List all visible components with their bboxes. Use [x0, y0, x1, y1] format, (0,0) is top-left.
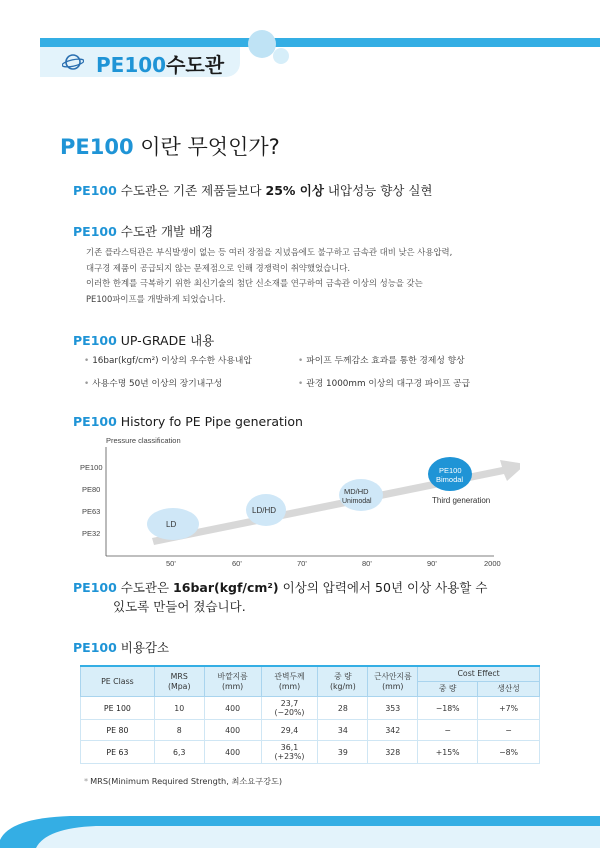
- header-text: 중 량: [334, 671, 352, 681]
- paragraph-line: 이러한 한계를 극복하기 위한 최신기술의 첨단 신소재를 연구하여 금속관 이상의 성능을 갖는: [86, 278, 423, 288]
- paragraph-line: 기존 플라스틱관은 부식발생이 없는 등 여러 장점을 지녔음에도 불구하고 금속관 대비 낮은 사용압력,: [86, 247, 453, 257]
- point-label: LD/HD: [252, 506, 277, 515]
- header-cell: 생산성: [478, 682, 540, 697]
- header-text: 근사안지름: [373, 671, 412, 681]
- pressure-statement: [73, 578, 543, 616]
- table-cell: 28: [318, 697, 368, 720]
- section-heading-dev: [73, 222, 213, 240]
- header-title-rest: 수도관: [166, 53, 225, 77]
- bullet-mark: •: [84, 356, 90, 366]
- table-cell: 10: [154, 697, 204, 720]
- list-item: [84, 376, 222, 389]
- bullet-mark: •: [298, 356, 304, 366]
- dev-paragraph: [86, 245, 556, 307]
- table-cell: 39: [318, 741, 368, 764]
- list-item-text: 관경 1000mm 이상의 대구경 파이프 공급: [306, 379, 471, 389]
- footnote: [84, 776, 282, 787]
- footnote-text: MRS(Minimum Required Strength, 최소요구강도): [90, 776, 283, 786]
- section-heading-upgrade: [73, 331, 214, 349]
- bullet-mark: •: [298, 379, 304, 389]
- table-row: [81, 720, 540, 741]
- header-cell: [204, 666, 261, 697]
- table-cell: PE 80: [81, 720, 155, 741]
- section-pe: PE100: [73, 224, 117, 239]
- cell-text: (+23%): [274, 752, 305, 761]
- section-heading-cost: [73, 638, 169, 656]
- y-tick-label: PE63: [82, 507, 101, 516]
- page-title-pe: PE100: [60, 135, 134, 159]
- table-cell: 400: [204, 697, 261, 720]
- section-heading-history: [73, 414, 303, 429]
- statement-line1: [73, 578, 543, 597]
- table-cell: 6,3: [154, 741, 204, 764]
- section-pe: PE100: [73, 333, 117, 348]
- history-chart: [60, 434, 520, 574]
- y-tick-label: PE80: [82, 485, 101, 494]
- table-cell: PE 100: [81, 697, 155, 720]
- cell-text: (−20%): [274, 708, 305, 717]
- header-cell: PE Class: [81, 666, 155, 697]
- table-cell: −8%: [478, 741, 540, 764]
- x-tick-label: 50': [166, 559, 176, 568]
- header-cell: [154, 666, 204, 697]
- section-pe: PE100: [73, 414, 117, 429]
- section-pe: PE100: [73, 640, 117, 655]
- x-tick-label: 80': [362, 559, 372, 568]
- wave-inner: [36, 826, 600, 848]
- header-cell: [261, 666, 318, 697]
- table-cell: +7%: [478, 697, 540, 720]
- section-heading-text: History fo PE Pipe generation: [116, 414, 303, 429]
- table-cell: [261, 697, 318, 720]
- header-band: [40, 38, 600, 47]
- header-title-pe: PE100: [96, 53, 167, 77]
- point-label: Unimodal: [342, 498, 372, 505]
- globe-logo-icon: [62, 53, 84, 71]
- table-cell: −: [418, 720, 478, 741]
- cost-table: [80, 665, 540, 764]
- table-cell: 29,4: [261, 720, 318, 741]
- header-cell: Cost Effect: [418, 666, 540, 682]
- header-text: 관벽두께: [274, 671, 305, 681]
- section-heading-text: 수도관 개발 배경: [116, 224, 214, 239]
- table-cell: PE 63: [81, 741, 155, 764]
- statement-pe: PE100: [73, 580, 117, 595]
- section-heading-text: 비용감소: [116, 640, 170, 655]
- statement-text-b: 이상의 압력에서 50년 이상 사용할 수: [278, 580, 488, 595]
- list-item: [298, 353, 465, 366]
- table-cell: 400: [204, 741, 261, 764]
- statement-line2: 있도록 만들어 졌습니다.: [113, 599, 246, 614]
- header-unit: (kg/m): [330, 681, 356, 691]
- point-label: Bimodal: [436, 475, 464, 484]
- header-unit: (mm): [221, 681, 244, 691]
- list-item: [84, 353, 252, 366]
- x-tick-label: 60': [232, 559, 242, 568]
- header-cell: 중 량: [418, 682, 478, 697]
- headline-text-a: 수도관은 기존 제품들보다: [116, 183, 266, 198]
- header-unit: (Mpa): [167, 681, 191, 691]
- table-row: [81, 697, 540, 720]
- headline-pe: PE100: [73, 183, 117, 198]
- table-header-row: [81, 666, 540, 682]
- headline: [73, 181, 432, 199]
- header-unit: (mm): [278, 681, 301, 691]
- list-item-text: 사용수명 50년 이상의 장기내구성: [92, 379, 223, 389]
- table-cell: −18%: [418, 697, 478, 720]
- table-row: [81, 741, 540, 764]
- point-label: PE100: [439, 466, 462, 475]
- footnote-mark: *: [84, 776, 89, 786]
- x-tick-label: 90': [427, 559, 437, 568]
- list-item-text: 파이프 두께감소 효과를 통한 경제성 향상: [306, 356, 465, 366]
- x-tick-label: 70': [297, 559, 307, 568]
- statement-bold: 16bar(kgf/cm²): [173, 580, 279, 595]
- decor-circle-small: [273, 48, 289, 64]
- table-cell: 342: [368, 720, 418, 741]
- table-cell: 328: [368, 741, 418, 764]
- x-tick-label: 2000: [484, 559, 501, 568]
- page-title-rest: 이란 무엇인가?: [133, 135, 280, 159]
- table-cell: [261, 741, 318, 764]
- decor-circle: [248, 30, 276, 58]
- cell-text: 23,7: [280, 699, 299, 708]
- headline-bold: 25% 이상: [265, 183, 324, 198]
- paragraph-line: 대구경 제품이 공급되지 않는 문제점으로 인해 경쟁력이 취약했었습니다.: [86, 262, 351, 273]
- table-cell: +15%: [418, 741, 478, 764]
- page-title: [60, 131, 280, 161]
- header-unit: (mm): [382, 681, 404, 691]
- header-text: MRS: [170, 671, 188, 681]
- table-cell: 353: [368, 697, 418, 720]
- section-heading-text: UP-GRADE 내용: [116, 333, 215, 348]
- point-label: MD/HD: [344, 487, 369, 496]
- chart-annotation: Third generation: [432, 496, 491, 505]
- bottom-wave: [0, 810, 600, 848]
- point-label: LD: [166, 520, 177, 529]
- header-title: [96, 49, 224, 78]
- table-cell: 34: [318, 720, 368, 741]
- headline-text-b: 내압성능 향상 실현: [323, 183, 433, 198]
- table-cell: 8: [154, 720, 204, 741]
- bullet-mark: •: [84, 379, 90, 389]
- paragraph-line: PE100파이프를 개발하게 되었습니다.: [86, 293, 226, 304]
- list-item: [298, 376, 470, 389]
- cell-text: 36,1: [280, 743, 299, 752]
- chart-ylabel: Pressure classification: [106, 436, 181, 445]
- header-cell: [368, 666, 418, 697]
- header-text: 바깥지름: [217, 671, 248, 681]
- statement-text-a: 수도관은: [116, 580, 174, 595]
- list-item-text: 16bar(kgf/cm²) 이상의 우수한 사용내압: [92, 356, 252, 366]
- header-cell: [318, 666, 368, 697]
- table-cell: 400: [204, 720, 261, 741]
- y-tick-label: PE100: [80, 463, 103, 472]
- y-tick-label: PE32: [82, 529, 101, 538]
- table-cell: −: [478, 720, 540, 741]
